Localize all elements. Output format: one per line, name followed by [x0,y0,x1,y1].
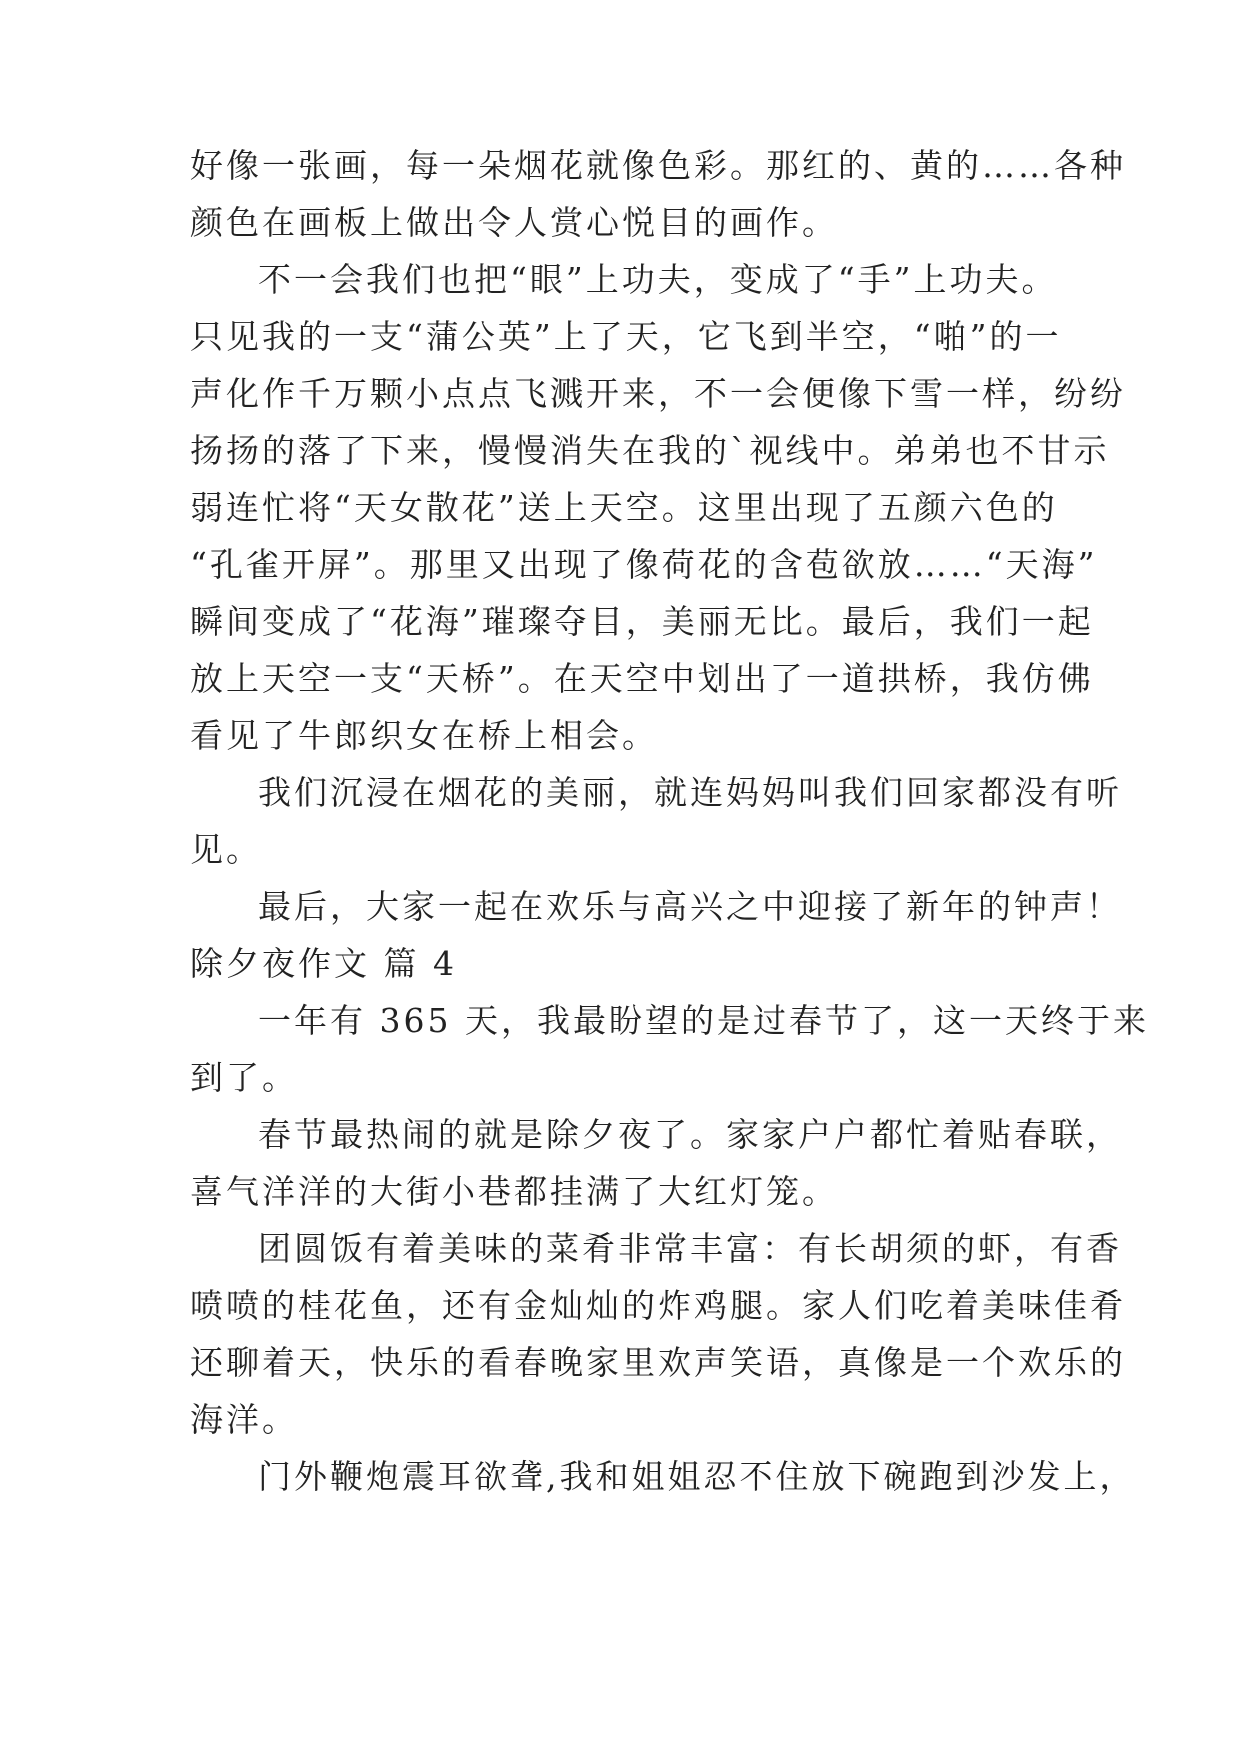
text-line: 颜色在画板上做出令人赏心悦目的画作。 [190,203,838,242]
text-line: 海洋。 [190,1400,298,1439]
text-line: 看见了牛郎织女在桥上相会。 [190,716,658,755]
section-heading: 除夕夜作文 篇 4 [190,944,457,983]
text-line: “孔雀开屏”。那里又出现了像荷花的含苞欲放……“天海” [190,545,1098,584]
paragraph-start-line: 最后，大家一起在欢乐与高兴之中迎接了新年的钟声！ [258,887,1122,926]
text-line: 扬扬的落了下来，慢慢消失在我的`视线中。弟弟也不甘示 [190,431,1110,470]
text-line: 还聊着天，快乐的看春晚家里欢声笑语，真像是一个欢乐的 [190,1343,1126,1382]
text-line: 声化作千万颗小点点飞溅开来，不一会便像下雪一样，纷纷 [190,374,1126,413]
text-line: 好像一张画，每一朵烟花就像色彩。那红的、黄的……各种 [190,146,1126,185]
paragraph-start-line: 春节最热闹的就是除夕夜了。家家户户都忙着贴春联， [258,1115,1122,1154]
text-line: 喜气洋洋的大街小巷都挂满了大红灯笼。 [190,1172,838,1211]
paragraph-start-line: 不一会我们也把“眼”上功夫，变成了“手”上功夫。 [258,260,1058,299]
paragraph-start-line: 一年有 365 天，我最盼望的是过春节了，这一天终于来 [258,1001,1149,1040]
paragraph-start-line: 我们沉浸在烟花的美丽，就连妈妈叫我们回家都没有听 [258,773,1122,812]
paragraph-start-line: 门外鞭炮震耳欲聋,我和姐姐忍不住放下碗跑到沙发上， [258,1457,1136,1496]
text-line: 只见我的一支“蒲公英”上了天，它飞到半空，“啪”的一 [190,317,1062,356]
text-line: 到了。 [190,1058,298,1097]
text-line: 弱连忙将“天女散花”送上天空。这里出现了五颜六色的 [190,488,1058,527]
text-line: 放上天空一支“天桥”。在天空中划出了一道拱桥，我仿佛 [190,659,1094,698]
text-line: 瞬间变成了“花海”璀璨夺目，美丽无比。最后，我们一起 [190,602,1094,641]
text-line: 见。 [190,830,262,869]
paragraph-start-line: 团圆饭有着美味的菜肴非常丰富：有长胡须的虾，有香 [258,1229,1122,1268]
text-line: 喷喷的桂花鱼，还有金灿灿的炸鸡腿。家人们吃着美味佳肴 [190,1286,1126,1325]
